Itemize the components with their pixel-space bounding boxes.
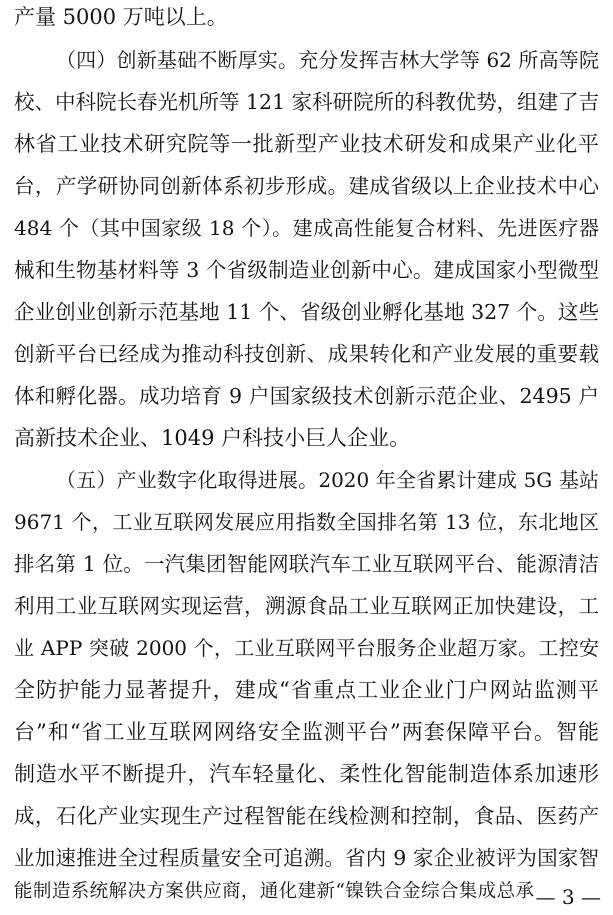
text-line: 利用工业互联网实现运营，溯源食品工业互联网正加快建设，工 [14, 594, 599, 618]
page-number: — 3 — [535, 885, 601, 909]
text-line: 业加速推进全过程质量安全可追溯。省内 9 家企业被评为国家智 [14, 846, 599, 870]
text-line: 企业创业创新示范基地 11 个、省级创业孵化基地 327 个。这些 [14, 300, 599, 324]
text-line: 产量 5000 万吨以上。 [14, 5, 228, 29]
text-line: 台”和“省工业互联网网络安全监测平台”两套保障平台。智能 [14, 720, 599, 744]
text-line: 校、中科院长春光机所等 121 家科研院所的科教优势，组建了吉 [14, 90, 600, 114]
text-line: 高新技术企业、1049 户科技小巨人企业。 [14, 426, 411, 450]
text-line: 械和生物基材料等 3 个省级制造业创新中心。建成国家小型微型 [14, 258, 599, 282]
text-line: 体和孵化器。成功培育 9 户国家级技术创新示范企业、2495 户 [14, 384, 599, 408]
text-line: 业 APP 突破 2000 个，工业互联网平台服务企业超万家。工控安 [14, 636, 599, 660]
text-line: 全防护能力显著提升，建成“省重点工业企业门户网站监测平 [14, 678, 599, 702]
text-line: （四）创新基础不断厚实。充分发挥吉林大学等 62 所高等院 [56, 48, 599, 72]
text-line: 能制造系统解决方案供应商，通化建新“镍铁合金综合集成总承 [14, 881, 534, 902]
text-line: 9671 个，工业互联网发展应用指数全国排名第 13 位，东北地区 [14, 510, 599, 534]
text-line: 创新平台已经成为推动科技创新、成果转化和产业发展的重要载 [14, 342, 599, 366]
text-line: 制造水平不断提升，汽车轻量化、柔性化智能制造体系加速形 [14, 762, 599, 786]
text-line: 成，石化产业实现生产过程智能在线检测和控制，食品、医药产 [14, 804, 599, 828]
text-line: 林省工业技术研究院等一批新型产业技术研发和成果产业化平 [14, 132, 599, 156]
text-line: 排名第 1 位。一汽集团智能网联汽车工业互联网平台、能源清洁 [14, 552, 599, 576]
text-line: （五）产业数字化取得进展。2020 年全省累计建成 5G 基站 [56, 468, 599, 492]
text-line: 484 个（其中国家级 18 个）。建成高性能复合材料、先进医疗器 [14, 216, 599, 240]
text-line: 台，产学研协同创新体系初步形成。建成省级以上企业技术中心 [14, 174, 599, 198]
